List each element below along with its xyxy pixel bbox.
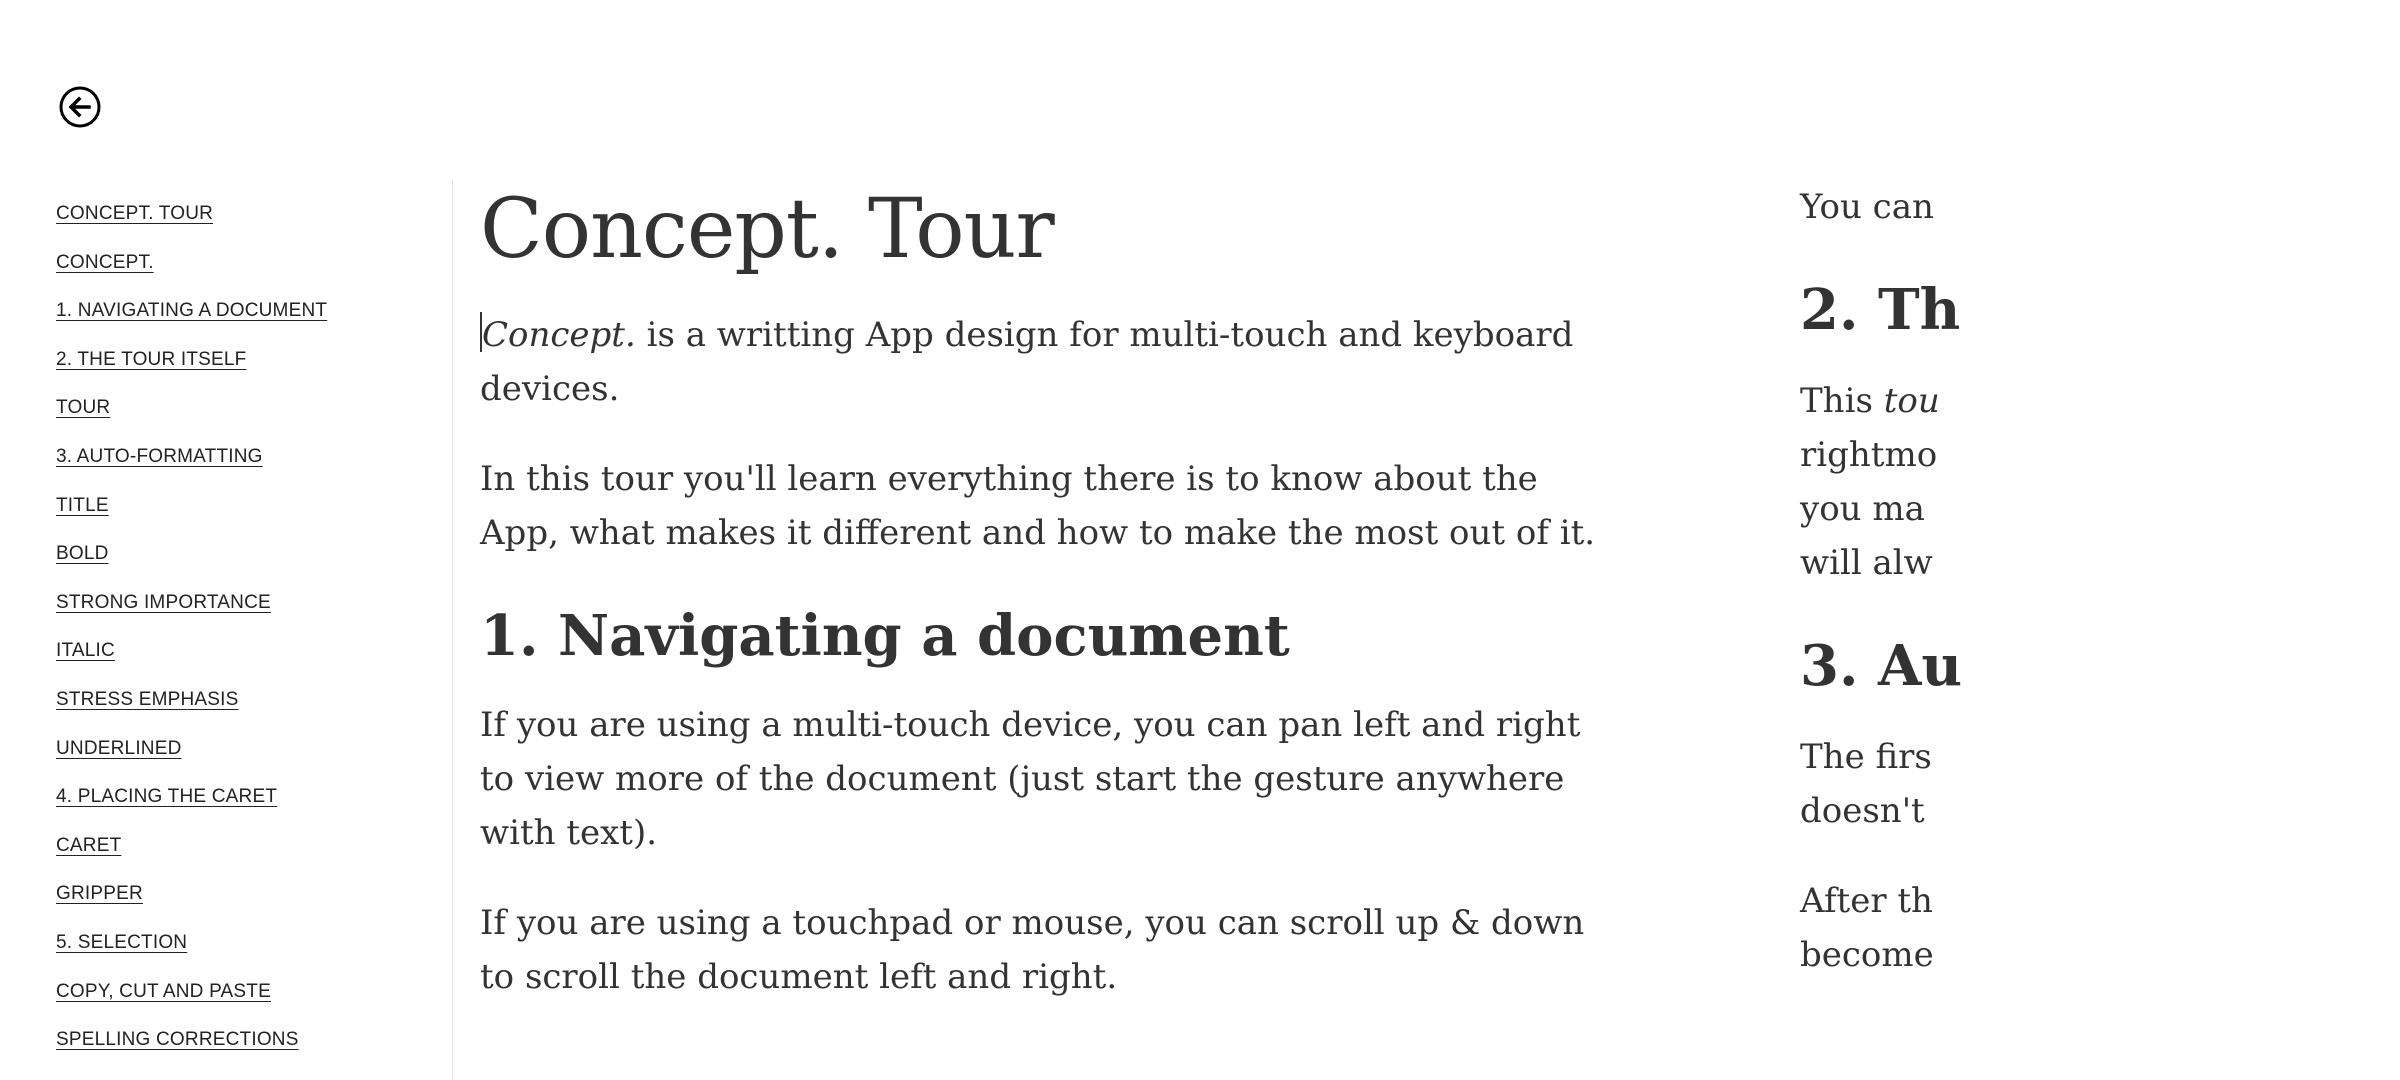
- toc-item: [56, 342, 416, 391]
- toc-item: [56, 682, 416, 731]
- paragraph-text: become: [1800, 935, 1934, 975]
- paragraph-emphasis: tou: [1883, 381, 1940, 421]
- arrow-left-circle-icon: [59, 86, 101, 128]
- toc-item: [56, 390, 416, 439]
- paragraph-text: This: [1800, 381, 1884, 421]
- toc-item: [56, 1022, 416, 1071]
- toc-item: [56, 439, 416, 488]
- sidebar-divider: [452, 180, 453, 1080]
- toc-item: [56, 293, 416, 342]
- paragraph[interactable]: [1800, 374, 2400, 590]
- paragraph[interactable]: If you are using a touchpad or mouse, you can scroll up & down to scroll the document left and right.: [480, 903, 1585, 997]
- document-body[interactable]: [480, 170, 1620, 1040]
- paragraph-text: After th: [1800, 881, 1933, 921]
- toc-item: [56, 974, 416, 1023]
- toc-link-spelling-corrections[interactable]: SPELLING CORRECTIONS: [56, 1029, 299, 1051]
- next-document-column[interactable]: [1800, 180, 2400, 1018]
- toc-item: [56, 196, 416, 245]
- intro-emphasis: Concept.: [482, 315, 636, 355]
- paragraph-text: you ma: [1800, 489, 1925, 529]
- toc-item: [56, 585, 416, 634]
- toc-link-stress-emphasis[interactable]: STRESS EMPHASIS: [56, 688, 239, 710]
- toc-item: [56, 731, 416, 780]
- toc-link-auto-formatting[interactable]: 3. AUTO-FORMATTING: [56, 445, 263, 467]
- toc-link-concept[interactable]: CONCEPT.: [56, 251, 154, 273]
- paragraph[interactable]: [1800, 730, 2400, 838]
- toc-link-title[interactable]: TITLE: [56, 494, 109, 516]
- back-button[interactable]: [59, 86, 101, 128]
- paragraph-text: rightmo: [1800, 435, 1938, 475]
- toc-link-italic[interactable]: ITALIC: [56, 640, 115, 662]
- toc-item: [56, 536, 416, 585]
- toc-link-caret[interactable]: CARET: [56, 834, 122, 856]
- paragraph[interactable]: If you are using a multi-touch device, you can pan left and right to view more of the document (just start the gesture anywhere with text).: [480, 705, 1581, 853]
- toc-link-tour-itself[interactable]: 2. THE TOUR ITSELF: [56, 348, 247, 370]
- toc-item: [56, 876, 416, 925]
- toc-item: [56, 245, 416, 294]
- toc-link-tour[interactable]: TOUR: [56, 397, 111, 419]
- section-heading[interactable]: 3. Au: [1800, 633, 1963, 699]
- toc-link-navigating[interactable]: 1. NAVIGATING A DOCUMENT: [56, 300, 328, 322]
- toc-item: [56, 488, 416, 537]
- intro-paragraph[interactable]: [480, 308, 1620, 416]
- toc-link-concept-tour[interactable]: CONCEPT. TOUR: [56, 203, 214, 224]
- toc-item: [56, 779, 416, 828]
- section-heading[interactable]: 2. Th: [1800, 277, 1961, 343]
- paragraph[interactable]: In this tour you'll learn everything there is to know about the App, what makes it different and how to make the most out of it.: [480, 459, 1596, 553]
- toc-link-strong-importance[interactable]: STRONG IMPORTANCE: [56, 591, 271, 613]
- toc-item: [56, 633, 416, 682]
- paragraph-text: doesn't: [1800, 791, 1925, 831]
- toc-link-bold[interactable]: BOLD: [56, 543, 109, 565]
- toc-link-gripper[interactable]: GRIPPER: [56, 883, 143, 905]
- toc-link-copy-cut-paste[interactable]: COPY, CUT AND PASTE: [56, 980, 271, 1002]
- paragraph[interactable]: [1800, 874, 2400, 982]
- document-title[interactable]: Concept. Tour: [480, 182, 1054, 277]
- table-of-contents: [56, 196, 416, 1071]
- toc-link-selection[interactable]: 5. SELECTION: [56, 931, 188, 953]
- toc-item: [56, 925, 416, 974]
- intro-text: is a writting App design for multi-touch and keyboard devices.: [480, 315, 1574, 409]
- paragraph[interactable]: You can: [1800, 187, 1934, 227]
- toc-link-placing-caret[interactable]: 4. PLACING THE CARET: [56, 786, 278, 808]
- section-heading[interactable]: 1. Navigating a document: [480, 603, 1290, 669]
- paragraph-text: will alw: [1800, 543, 1933, 583]
- toc-link-underlined[interactable]: UNDERLINED: [56, 737, 182, 759]
- toc-item: [56, 828, 416, 877]
- paragraph-text: The firs: [1800, 737, 1932, 777]
